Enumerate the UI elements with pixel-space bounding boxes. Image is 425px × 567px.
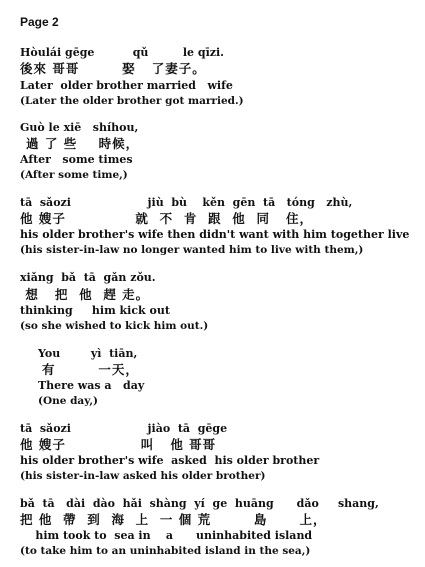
translation-line: (his sister-in-law no longer wanted him to live with them,) [20,244,364,256]
chinese-line: 把 他 帶 到 海 上 一 個 荒 島 上， [20,512,327,527]
chinese-line: 後來 哥哥 娶 了妻子。 [20,61,206,76]
chinese-line: 他 嫂子 叫 他 哥哥 [20,437,217,452]
gloss-line: his older brother's wife then didn't want with him together live [20,228,410,241]
gloss-line: There was a day [38,379,145,392]
translation-line: (One day,) [38,395,98,407]
pinyin-line: Guò le xiē shíhou, [20,121,139,134]
pinyin-line: tā sǎozi jiào tā gēge [20,422,228,435]
gloss-line: his older brother's wife asked his older brother [20,454,320,467]
gloss-line: After some times [20,153,133,166]
page-title: Page 2 [20,15,59,29]
translation-line: (so she wished to kick him out.) [20,320,209,332]
pinyin-line: xiǎng bǎ tā gǎn zǒu. [20,271,156,284]
gloss-line: thinking him kick out [20,304,170,317]
translation-line: (to take him to an uninhabited island in the sea,) [20,545,311,557]
chinese-line: 過 了 些 時候， [26,136,140,151]
chinese-line: 他 嫂子 就 不 肯 跟 他 同 住， [20,211,313,226]
pinyin-line: You yì tiān, [38,347,138,360]
gloss-line: him took to sea in a uninhabited island [20,529,313,542]
translation-line: (Later the older brother got married.) [20,95,244,107]
pinyin-line: bǎ tā dài dào hǎi shàng yí ge huāng dǎo shang, [20,497,379,510]
chinese-line: 有 一天， [42,362,139,377]
gloss-line: Later older brother married wife [20,79,233,92]
pinyin-line: Hòulái gēge qǔ le qīzi. [20,46,225,59]
chinese-line: 想 把 他 趕 走。 [20,287,150,302]
translation-line: (After some time,) [20,169,128,181]
translation-line: (his sister-in-law asked his older brother) [20,470,266,482]
pinyin-line: tā sǎozi jiù bù kěn gēn tā tóng zhù, [20,196,353,209]
